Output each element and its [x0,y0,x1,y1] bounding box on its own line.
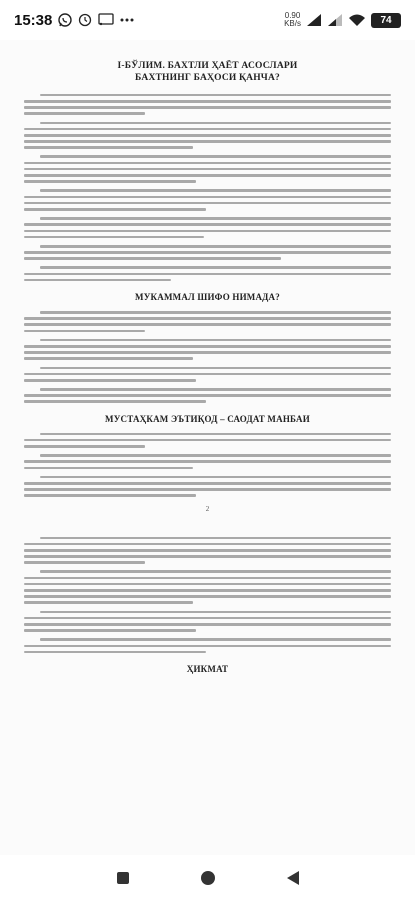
text-line [24,649,391,655]
section-title-3: ҲИКМАТ [186,664,229,675]
paragraph [24,637,391,656]
text-line [24,206,391,212]
paragraph [24,188,391,213]
cast-icon [98,13,114,27]
text-line [24,277,391,283]
paragraph [24,120,391,151]
document-content [0,40,415,675]
network-speed-value: 0.90 [284,11,301,20]
text-block-1 [24,92,391,283]
signal-icon [306,13,322,27]
paragraph [24,365,391,384]
paragraph [24,215,391,240]
text-line [24,465,391,471]
text-line [24,328,391,334]
text-line [24,178,391,184]
text-line [24,111,391,117]
paragraph [24,154,391,185]
text-line [24,399,391,405]
text-line [24,377,391,383]
paragraph [24,337,391,362]
paragraph [24,535,391,566]
page-number: 2 [205,504,210,513]
document-viewer[interactable] [0,40,415,855]
paragraph [24,609,391,634]
chapter-title-line-2: БАХТНИНГ БАҲОСИ ҚАНЧА? [135,73,280,83]
status-bar [0,0,415,40]
wifi-icon [348,13,366,27]
text-line [24,600,391,606]
text-line [24,256,391,262]
paragraph [24,309,391,334]
status-right [284,12,401,28]
network-speed-unit: KB/s [284,19,301,28]
section-title-1: МУКАММАЛ ШИФО НИМАДА? [135,292,280,303]
clock-icon [78,13,92,27]
whatsapp-icon [58,13,72,27]
status-time: 15:38 [14,11,53,29]
battery-indicator: 74 [371,13,401,28]
paragraph [24,452,391,471]
paragraph [24,431,391,450]
paragraph [24,265,391,284]
text-line [24,145,391,151]
signal-2-icon [327,13,343,27]
paragraph [24,243,391,262]
text-block-4 [24,535,391,655]
text-line [24,356,391,362]
text-block-2 [24,309,391,405]
home-icon[interactable] [198,868,218,888]
paragraph [24,569,391,606]
back-icon[interactable] [283,868,303,888]
page-separator [24,513,391,535]
text-line [24,627,391,633]
paragraph [24,386,391,405]
text-block-3 [24,431,391,499]
paragraph [24,92,391,117]
section-title-2: МУСТАҲКАМ ЭЪТИҚОД – САОДАТ МАНБАИ [105,413,310,424]
text-line [24,234,391,240]
text-line [24,560,391,566]
paragraph [24,474,391,499]
navigation-bar [0,855,415,900]
status-left [14,12,134,29]
recents-icon[interactable] [113,868,133,888]
text-line [24,493,391,499]
network-speed [284,12,301,28]
chapter-title-line-1: I-БЎЛИМ. БАХТЛИ ҲАЁТ АСОСЛАРИ [117,61,298,71]
text-line [24,443,391,449]
chapter-title [24,60,391,84]
more-dots-icon [120,17,134,23]
